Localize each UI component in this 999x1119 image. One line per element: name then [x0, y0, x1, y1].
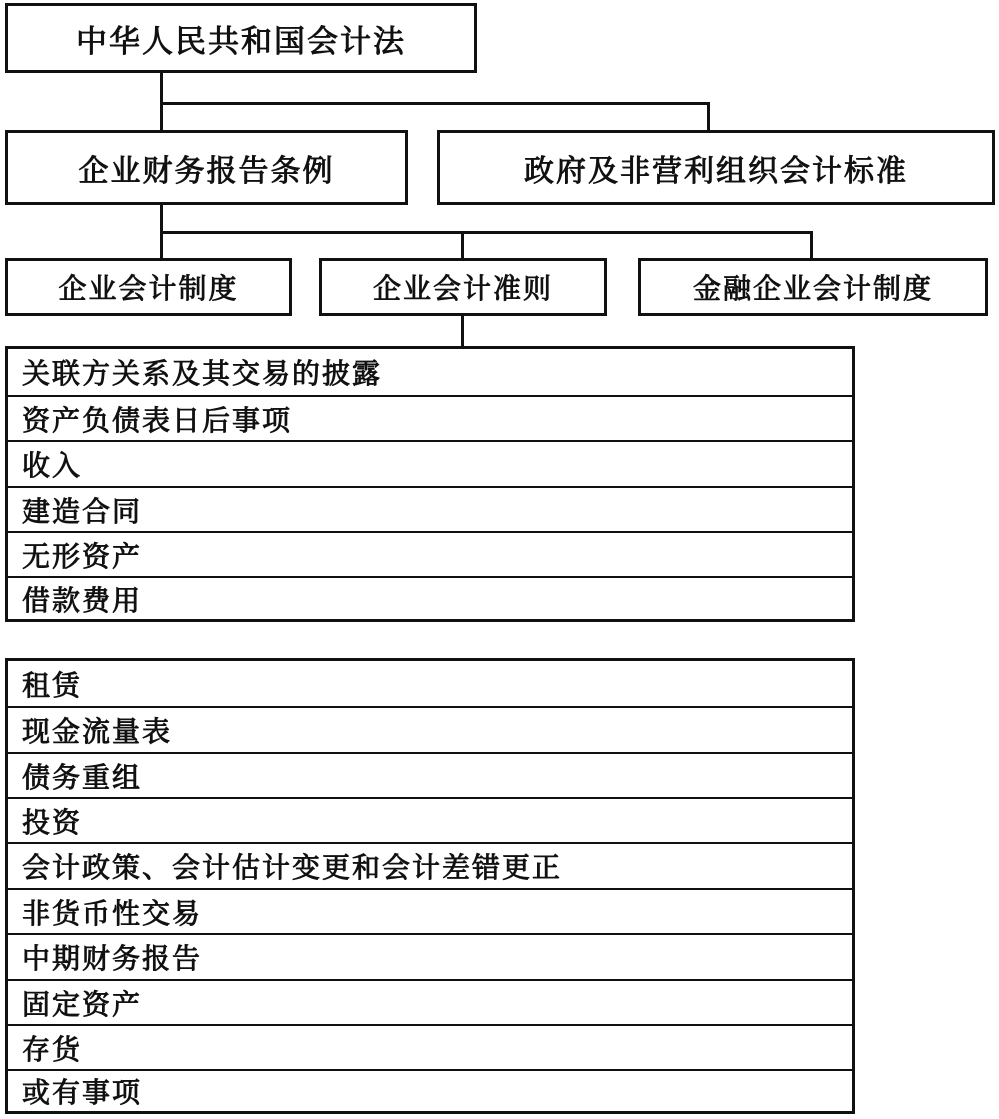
list-item: 固定资产	[8, 979, 852, 1024]
list-item: 建造合同	[8, 486, 852, 531]
connector-center-down	[461, 231, 464, 258]
list-item: 无形资产	[8, 531, 852, 576]
enterprise-accounting-standards-label: 企业会计准则	[372, 272, 553, 305]
accounting-law-label: 中华人民共和国会计法	[76, 23, 406, 60]
enterprise-accounting-system-label: 企业会计制度	[58, 272, 239, 305]
connector-law-right-down	[707, 102, 710, 130]
standards-list-2	[5, 658, 855, 1114]
list-item: 投资	[8, 797, 852, 842]
list-item: 关联方关系及其交易的披露	[22, 357, 383, 390]
standards-list-1	[5, 346, 855, 622]
financial-report-regulation-label: 企业财务报告条例	[78, 153, 335, 189]
list-item: 存货	[8, 1024, 852, 1069]
connector-right-down	[810, 231, 813, 258]
connector-law-horizontal	[160, 102, 710, 105]
list-item: 收入	[8, 440, 852, 486]
list-item: 租赁	[22, 668, 83, 702]
enterprise-accounting-system-box	[5, 258, 292, 316]
list-item: 非货币性交易	[8, 888, 852, 933]
government-nonprofit-standards-box	[437, 130, 995, 205]
enterprise-accounting-standards-box	[319, 258, 607, 316]
government-nonprofit-standards-label: 政府及非营利组织会计标准	[524, 153, 908, 189]
connector-standards-down	[461, 316, 464, 346]
financial-report-regulation-box	[5, 130, 408, 205]
list-item: 中期财务报告	[8, 933, 852, 979]
list-item: 或有事项	[8, 1069, 852, 1111]
list-item: 借款费用	[8, 576, 852, 619]
list-item: 现金流量表	[8, 706, 852, 752]
connector-regulation-horizontal	[160, 231, 813, 234]
financial-enterprise-accounting-system-box	[638, 258, 988, 316]
accounting-law-box	[5, 3, 477, 73]
list-item: 债务重组	[8, 752, 852, 797]
list-item: 会计政策、会计估计变更和会计差错更正	[8, 842, 852, 888]
financial-enterprise-accounting-system-label: 金融企业会计制度	[692, 272, 933, 305]
list-item: 资产负债表日后事项	[8, 395, 852, 440]
